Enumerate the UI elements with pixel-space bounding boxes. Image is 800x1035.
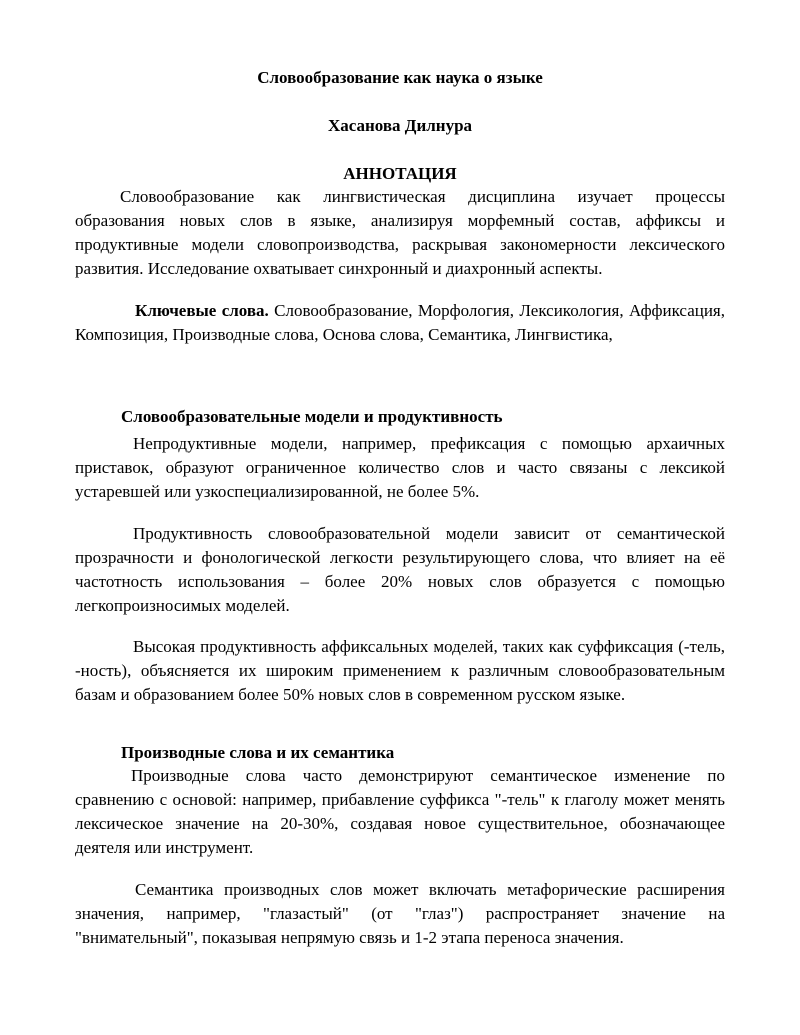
section-paragraph: Высокая продуктивность аффиксальных моделей, таких как суффиксация (-тель, -ность), объясняется их широким применением к различным словообразовательным базам и образованием более 50% новых слов в современном русском языке. — [75, 637, 725, 704]
section-heading-derived: Производные слова и их семантика — [121, 743, 395, 762]
keywords-paragraph — [75, 299, 725, 347]
section-paragraph: Непродуктивные модели, например, префиксация с помощью архаичных приставок, образуют ограниченное количество слов и часто связаны с лексикой устаревшей или узкоспециализированной, не более 5%. — [75, 434, 725, 501]
section-heading-models: Словообразовательные модели и продуктивность — [121, 407, 503, 426]
annotation-text: Словообразование как лингвистическая дисциплина изучает процессы образования новых слов в языке, анализируя морфемный состав, аффиксы и продуктивные модели словопроизводства, раскрывая закономерности лексического развития. Исследование охватывает синхронный и диахронный аспекты. — [75, 187, 725, 278]
annotation-heading: АННОТАЦИЯ — [343, 164, 457, 183]
section-paragraph: Производные слова часто демонстрируют семантическое изменение по сравнению с основой: например, прибавление суффикса "-тель" к глаголу может менять лексическое значение на 20-30%, создавая новое существительное, обозначающее деятеля или инструмент. — [75, 766, 725, 857]
section-paragraph: Семантика производных слов может включать метафорические расширения значения, например, "глазастый" (от "глаз") распространяет значение на "внимательный", показывая непрямую связь и 1-2 этапа переноса значения. — [75, 880, 725, 947]
keywords-text: Словообразование, Морфология, Лексикология, Аффиксация, Композиция, Производные слова, Основа слова, Семантика, Лингвистика, — [75, 301, 726, 344]
author-name: Хасанова Дилнура — [327, 116, 473, 135]
keywords-label: Ключевые слова. — [135, 301, 269, 320]
section-paragraph: Продуктивность словообразовательной модели зависит от семантической прозрачности и фонологической легкости результирующего слова, что влияет на её частотность использования – более 20% новых слов образуется с помощью легкопроизносимых моделей. — [75, 524, 725, 615]
document-title: Словообразование как наука о языке — [257, 68, 543, 87]
